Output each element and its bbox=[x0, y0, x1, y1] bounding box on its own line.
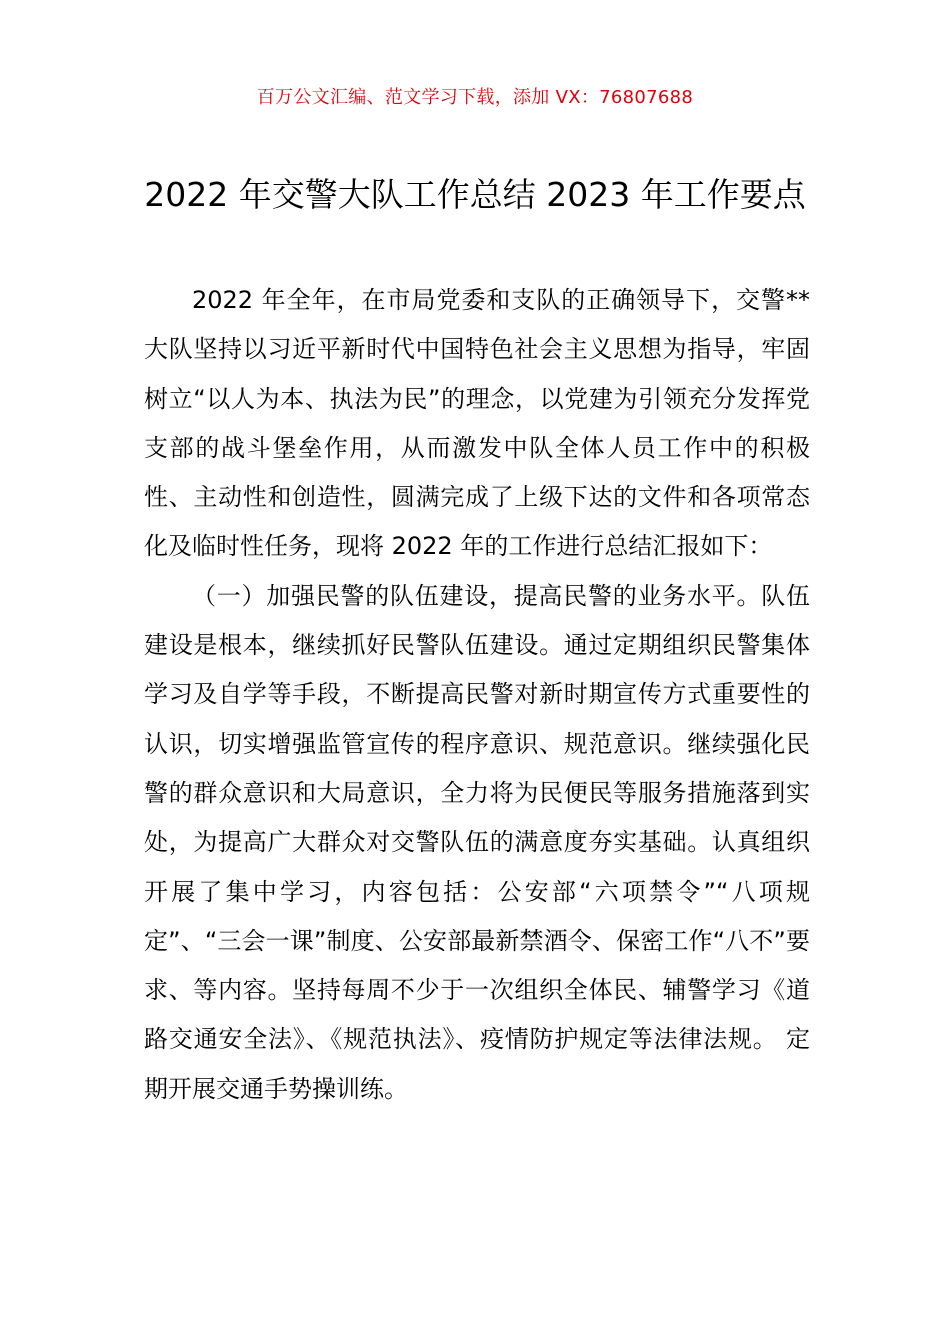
header-advert-note: 百万公文汇编、范文学习下载，添加 VX：76807688 bbox=[256, 87, 694, 108]
body-paragraph-intro: 2022 年全年，在市局党委和支队的正确领导下，交警**大队坚持以习近平新时代中国特色社会主义思想为指导，牢固树立“以人为本、执法为民”的理念，以党建为引领充分发挥党支部的战斗堡垒作用，从而激发中队全体人员工作中的积极性、主动性和创造性，圆满完成了上级下达的文件和各项常态化及临时性任务，现将 2022 年的工作进行总结汇报如下： bbox=[144, 286, 810, 561]
document-title: 2022 年交警大队工作总结 2023 年工作要点 bbox=[144, 175, 806, 214]
body-paragraph-section-1: （一）加强民警的队伍建设，提高民警的业务水平。队伍建设是根本，继续抓好民警队伍建设。通过定期组织民警集体学习及自学等手段，不断提高民警对新时期宣传方式重要性的认识，切实增强监管宣传的程序意识、规范意识。继续强化民警的群众意识和大局意识，全力将为民便民等服务措施落到实处，为提高广大群众对交警队伍的满意度夯实基础。认真组织开展了集中学习，内容包括：公安部“六项禁令”“八项规定”、“三会一课”制度、公安部最新禁酒令、保密工作“八不”要求、等内容。坚持每周不少于一次组织全体民、辅警学习《道路交通安全法》、《规范执法》、疫情防护规定等法律法规。 定期开展交通手势操训练。 bbox=[144, 581, 810, 1103]
document-body bbox=[144, 276, 810, 1114]
